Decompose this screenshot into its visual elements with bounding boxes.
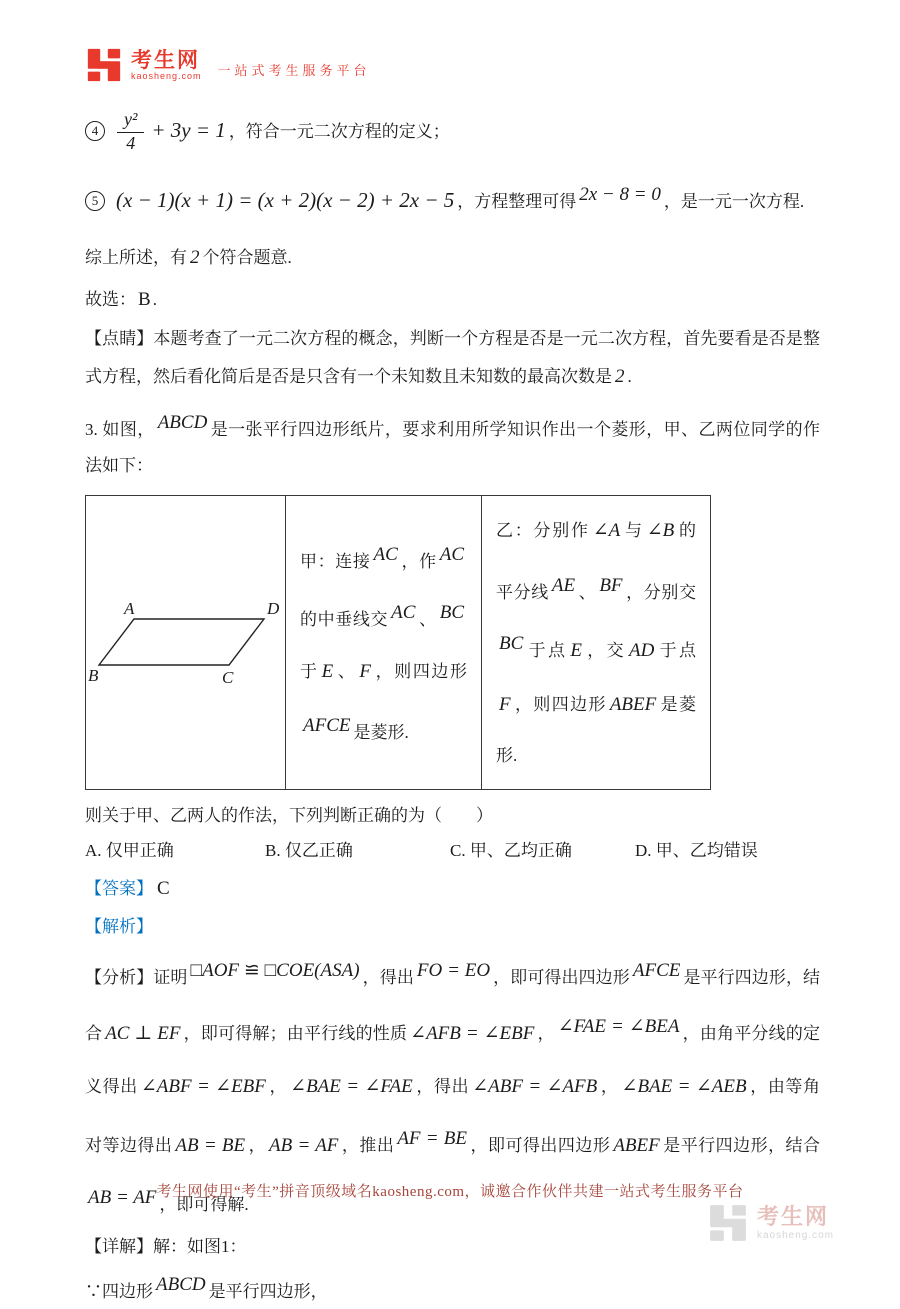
option-c: C. 甲、乙均正确 xyxy=(450,841,572,861)
math-run: AC xyxy=(391,602,416,624)
text-run: ，即可得出四边形 xyxy=(493,967,630,987)
math-run: ∠AFB = ∠EBF xyxy=(410,1023,535,1045)
text-run: 的平分线 xyxy=(496,521,697,602)
text-run: 【详解】解：如图1： xyxy=(85,1236,247,1256)
text-run: 则关于甲、乙两人的作法，下列判断正确的为（ ） xyxy=(85,805,493,825)
text-run: 、 xyxy=(418,610,437,630)
text-run: ，交 xyxy=(584,641,626,660)
math-run: AB = AF xyxy=(269,1134,339,1156)
watermark-logo-icon xyxy=(707,1202,749,1244)
text-run: 于 xyxy=(300,661,319,681)
math-run: 2 xyxy=(190,246,200,268)
text-run: ，分别交 xyxy=(625,582,697,602)
answer-label: 【答案】 xyxy=(85,879,153,899)
text-run: 是菱形. xyxy=(496,695,697,766)
text-run: ，方程整理可得 xyxy=(457,191,577,211)
math-run: AF = BE xyxy=(397,1127,468,1149)
text-run: ∵四边形 xyxy=(85,1281,153,1301)
text-run: 甲：连接 xyxy=(300,551,371,571)
text-run: ， xyxy=(537,1024,555,1044)
math-run: AC xyxy=(439,543,465,565)
options-row xyxy=(85,833,820,869)
kaosheng-logo-icon xyxy=(85,46,123,84)
methods-table xyxy=(85,495,711,789)
math-run: ∠B xyxy=(646,520,675,542)
jiexi-line xyxy=(85,909,820,945)
watermark xyxy=(707,1202,834,1244)
math-run: ∠A xyxy=(592,520,621,542)
text-run: 于点 xyxy=(657,641,697,660)
jiexi-label: 【解析】 xyxy=(85,916,153,936)
math-run: 2 xyxy=(615,366,625,388)
text-run: ，即可得解；由平行线的性质 xyxy=(183,1024,408,1044)
math-run: AC xyxy=(373,543,398,565)
text-run: 、 xyxy=(336,661,357,681)
because-line xyxy=(85,1265,820,1309)
vertex-label-d: D xyxy=(266,598,279,618)
statement-item-5 xyxy=(85,175,820,222)
question-3-stem xyxy=(85,403,820,483)
math-run: B xyxy=(138,288,151,310)
statement-item-4 xyxy=(85,108,820,155)
math-run: ∠FAE = ∠BEA xyxy=(557,1016,680,1038)
method-yi-cell xyxy=(482,496,711,789)
math-run: ∠ABF = ∠EBF xyxy=(140,1075,266,1097)
text-run: ， xyxy=(248,1135,267,1155)
text-run: . xyxy=(627,367,632,387)
logo-text-wrap xyxy=(131,49,202,82)
text-run: ，是一元一次方程. xyxy=(663,191,805,211)
kaosheng-logo xyxy=(85,46,202,84)
text-run: 是平行四边形，结合 xyxy=(85,967,821,1044)
text-run: 故选： xyxy=(85,289,136,309)
math-run: + 3y = 1 xyxy=(151,118,226,142)
math-run: (x − 1)(x + 1) = (x + 2)(x − 2) + 2x − 5 xyxy=(116,187,455,212)
dianjing-note xyxy=(85,321,820,397)
math-run: AE xyxy=(551,574,576,596)
math-run: ABCD xyxy=(157,412,208,434)
fraction: $\frac{\text{y²}}{4}$ xyxy=(117,109,144,154)
math-run: AD xyxy=(628,640,655,661)
text-run: ，作 xyxy=(400,551,437,571)
text-run: ，则四边形 xyxy=(374,661,468,681)
text-run: ，则四边形 xyxy=(513,695,607,715)
text-run: 综上所述，有 xyxy=(85,247,187,267)
text-run: ， xyxy=(268,1076,288,1096)
summary-line xyxy=(85,238,820,278)
math-run: ABEF xyxy=(609,694,657,716)
text-run: ，推出 xyxy=(341,1135,395,1155)
math-run: E xyxy=(321,660,334,682)
text-run: ，即可得出四边形 xyxy=(470,1135,611,1155)
logo-tagline: 一站式考生服务平台 xyxy=(217,63,371,78)
math-run: 4 xyxy=(85,121,105,141)
text-run: 【点睛】本题考查了一元二次方程的概念，判断一个方程是否是一元二次方程，首先要看是否是整式方程，然后看化简后是否是只含有一个未知数且未知数的最高次数是 xyxy=(85,329,820,387)
text-run: 的中垂线交 xyxy=(300,610,389,630)
option-b: B. 仅乙正确 xyxy=(265,841,353,861)
method-jia-cell xyxy=(286,496,482,789)
math-run: 2x − 8 = 0 xyxy=(579,183,661,205)
text-run: ，得出 xyxy=(415,1076,470,1096)
text-run: 3. 如图， xyxy=(85,420,155,440)
text-run: 乙：分别作 xyxy=(496,521,590,541)
math-run: □AOF ≌ □COE(ASA) xyxy=(190,959,360,981)
vertex-label-b: B xyxy=(87,665,98,685)
vertex-label-a: A xyxy=(123,598,134,618)
answer-value: C xyxy=(157,878,170,900)
text-run: 个符合题意. xyxy=(202,247,292,267)
text-run: ，得出 xyxy=(362,967,414,987)
math-run: E xyxy=(570,640,582,661)
math-run: AFCE xyxy=(632,959,681,981)
watermark-domain-text: kaosheng.com xyxy=(756,1229,834,1241)
page-footer: 考生网使用“考生”拼音顶级域名kaosheng.com，诚邀合作伙伴共建一站式考生服务平台 xyxy=(156,1184,744,1200)
answer-line xyxy=(85,869,820,909)
text-run: 【分析】证明 xyxy=(85,967,188,987)
math-run: F xyxy=(499,694,511,716)
text-run: 是菱形. xyxy=(353,722,409,742)
text-run: 是一张平行四边形纸片，要求利用所学知识作出一个菱形，甲、乙两位同学的作法如下： xyxy=(85,420,821,475)
text-run: ， xyxy=(600,1076,619,1096)
text-run: 、 xyxy=(578,582,597,602)
math-run: ∠BAE = ∠FAE xyxy=(290,1075,413,1097)
text-run: 与 xyxy=(623,521,644,541)
math-run: ABEF xyxy=(613,1134,660,1156)
math-run: BC xyxy=(439,602,465,624)
math-run: 5 xyxy=(85,191,105,211)
text-run: 是平行四边形， xyxy=(208,1281,328,1301)
chosen-answer-line xyxy=(85,280,820,320)
math-run: AFCE xyxy=(303,714,351,736)
option-a: A. 仅甲正确 xyxy=(85,841,174,861)
math-run: FO = EO xyxy=(416,959,491,981)
text-run: ，由角平分线的定义得出 xyxy=(85,1024,821,1096)
site-header xyxy=(85,46,820,84)
logo-text: 考生网 xyxy=(131,48,200,72)
methods-table-row xyxy=(86,496,711,789)
text-run: ，符合一元二次方程的定义； xyxy=(228,122,450,141)
math-run: AB = BE xyxy=(175,1134,246,1156)
logo-domain-text: kaosheng.com xyxy=(131,70,202,81)
parallelogram-shape xyxy=(99,619,264,665)
text-run: ，由等角对等边得出 xyxy=(85,1076,821,1155)
math-run: ABCD xyxy=(156,1273,206,1295)
parallelogram-diagram xyxy=(88,595,284,691)
vertex-label-c: C xyxy=(221,667,233,687)
text-run: ，即可得解. xyxy=(159,1195,249,1215)
math-run: ∠BAE = ∠AEB xyxy=(621,1075,747,1097)
parallelogram-cell xyxy=(86,496,286,789)
math-run: AB = AF xyxy=(88,1187,157,1209)
math-run: BC xyxy=(499,633,524,654)
watermark-logo-text: 考生网 xyxy=(756,1204,829,1230)
text-run: . xyxy=(152,289,157,309)
text-run: 于点 xyxy=(526,641,568,660)
question-prompt-line xyxy=(85,798,820,834)
math-run: BF xyxy=(599,574,623,596)
math-run: F xyxy=(359,660,372,682)
math-run: AC ⊥ EF xyxy=(105,1023,181,1045)
option-d: D. 甲、乙均错误 xyxy=(635,841,758,861)
math-run: ∠ABF = ∠AFB xyxy=(472,1075,598,1097)
watermark-text-wrap xyxy=(757,1205,834,1240)
text-run: 是平行四边形，结合 xyxy=(662,1135,821,1155)
